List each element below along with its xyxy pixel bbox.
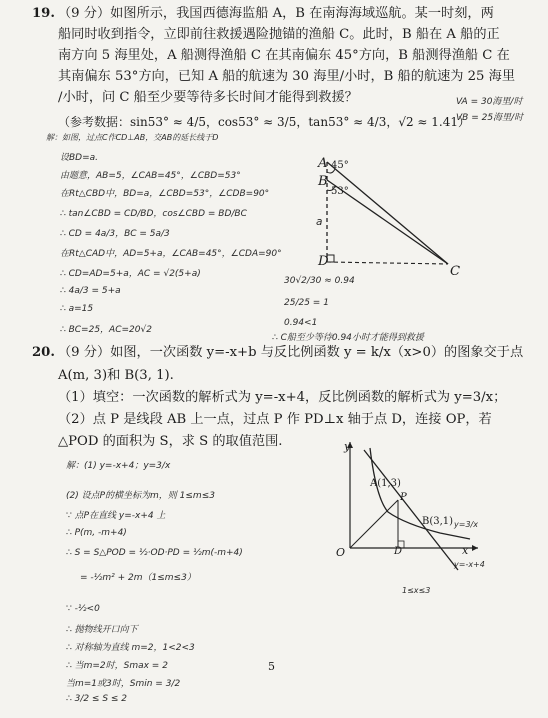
q20-answer-line-8: ∴ 抛物线开口向下 xyxy=(66,625,138,635)
label-point-d: D xyxy=(394,546,403,557)
q20-text-line-3: （1）填空：一次函数的解析式为 y=-x+4，反比例函数的解析式为 y=3/x； xyxy=(58,390,507,405)
q19-calc-line-3: 0.94<1 xyxy=(284,318,318,328)
label-d: D xyxy=(318,254,329,269)
q19-answer-line-3: 由题意，AB=5，∠CAB=45°，∠CBD=53° xyxy=(60,171,241,181)
q19-answer-line-10: ∴ a=15 xyxy=(60,304,94,314)
q19-answer-line-8: ∴ CD=AD=5+a，AC = √2(5+a) xyxy=(60,269,201,279)
q19-answer-line-11: ∴ BC=25，AC=20√2 xyxy=(60,325,152,335)
label-a: A xyxy=(318,156,328,171)
label-x-axis: x xyxy=(462,544,469,557)
label-hyperbola: y=3/x xyxy=(454,520,478,529)
q20-answer-line-5: ∴ S = S△POD = ½·OD·PD = ½m(-m+4) xyxy=(66,548,243,558)
speed-note-a: VA = 30海里/时 xyxy=(456,97,523,107)
label-y-axis: y xyxy=(344,440,351,453)
q19-text-line-1: （9 分）如图所示，我国西德海监船 A，B 在南海海域巡航。某一时刻，两 xyxy=(58,6,494,21)
q19-text-line-2: 船同时收到指令，立即前往救援遇险抛锚的渔船 C。此时，B 船在 A 船的正 xyxy=(58,27,500,42)
angle-45-label: 45° xyxy=(331,160,349,171)
q20-answer-line-7: ∵ -½<0 xyxy=(66,604,100,614)
label-origin: O xyxy=(336,546,346,559)
label-point-a: A(1,3) xyxy=(370,478,401,489)
label-segment-a: a xyxy=(316,216,323,228)
dc-line xyxy=(327,262,448,264)
q20-graph-figure xyxy=(330,438,480,578)
label-point-p: P xyxy=(400,492,407,503)
q19-answer-line-4: 在Rt△CBD中，BD=a，∠CBD=53°，∠CDB=90° xyxy=(60,189,270,199)
q19-answer-line-5: ∴ tan∠CBD = CD/BD，cos∠CBD = BD/BC xyxy=(60,209,247,219)
q19-reference-data: （参考数据：sin53° ≈ 4/5，cos53° ≈ 3/5，tan53° ≈ 4/3，√2 ≈ 1.41） xyxy=(58,115,471,129)
label-linear: y=-x+4 xyxy=(454,560,485,569)
q19-calc-line-2: 25/25 = 1 xyxy=(284,298,329,308)
q20-answer-line-3: ∵ 点P在直线 y=-x+4 上 xyxy=(66,511,166,521)
label-point-b: B(3,1) xyxy=(422,516,454,527)
op-segment xyxy=(350,500,398,548)
q19-number: 19. xyxy=(32,6,55,21)
range-note: 1≤x≤3 xyxy=(402,586,431,595)
q20-answer-line-11: 当m=1或3时，Smin = 3/2 xyxy=(66,679,181,689)
q19-answer-line-9: ∴ 4a/3 = 5+a xyxy=(60,286,121,296)
label-c: C xyxy=(450,264,461,279)
q20-answer-line-1: 解：(1) y=-x+4；y=3/x xyxy=(66,461,171,471)
q20-text-line-5: △POD 的面积为 S，求 S 的取值范围. xyxy=(58,434,283,449)
angle-53-label: 53° xyxy=(331,186,349,197)
q20-number: 20. xyxy=(32,345,55,360)
q19-answer-line-6: ∴ CD = 4a/3，BC = 5a/3 xyxy=(60,229,170,239)
q19-calc-line-1: 30√2/30 ≈ 0.94 xyxy=(284,276,355,286)
q20-text-line-1: （9 分）如图，一次函数 y=-x+b 与反比例函数 y = k/x（x>0）的图象交于点 xyxy=(58,345,524,360)
q20-answer-line-9: ∴ 对称轴为直线 m=2，1<2<3 xyxy=(66,643,195,653)
q20-answer-line-6: = -½m² + 2m（1≤m≤3） xyxy=(80,573,196,583)
label-b: B xyxy=(318,174,328,189)
q19-answer-line-7: 在Rt△CAD中，AD=5+a，∠CAB=45°，∠CDA=90° xyxy=(60,249,282,259)
q20-answer-line-10: ∴ 当m=2时，Smax = 2 xyxy=(66,661,168,671)
q19-text-line-4: 其南偏东 53°方向，已知 A 船的航速为 30 海里/小时，B 船的航速为 25 海里 xyxy=(58,69,516,84)
q19-text-line-3: 南方向 5 海里处，A 船测得渔船 C 在其南偏东 45°方向，B 船测得渔船 C 在 xyxy=(58,48,510,63)
q19-conclusion: ∴ C船至少等待0.94小时才能得到救援 xyxy=(272,333,424,343)
page-number: 5 xyxy=(268,660,275,673)
x-axis-arrow xyxy=(472,545,478,551)
speed-note-b: VB = 25海里/时 xyxy=(456,113,524,123)
q20-text-line-2: A(m, 3)和 B(3, 1). xyxy=(58,368,174,383)
q20-answer-line-4: ∴ P(m, -m+4) xyxy=(66,528,127,538)
q20-answer-line-12: ∴ 3/2 ≤ S ≤ 2 xyxy=(66,694,128,704)
linear-function-line xyxy=(364,450,458,570)
q19-answer-line-2: 设BD=a. xyxy=(60,153,99,163)
q20-answer-line-2: (2) 设点P的横坐标为m，则 1≤m≤3 xyxy=(66,491,215,501)
ac-line xyxy=(327,162,448,264)
q19-text-line-5: /小时，问 C 船至少要等待多长时间才能得到救援？ xyxy=(58,90,358,105)
q19-answer-line-1: 解：如图，过点C作CD⊥AB，交AB的延长线于D xyxy=(46,133,219,142)
q20-text-line-4: （2）点 P 是线段 AB 上一点，过点 P 作 PD⊥x 轴于点 D，连接 OP，若 xyxy=(58,412,492,427)
